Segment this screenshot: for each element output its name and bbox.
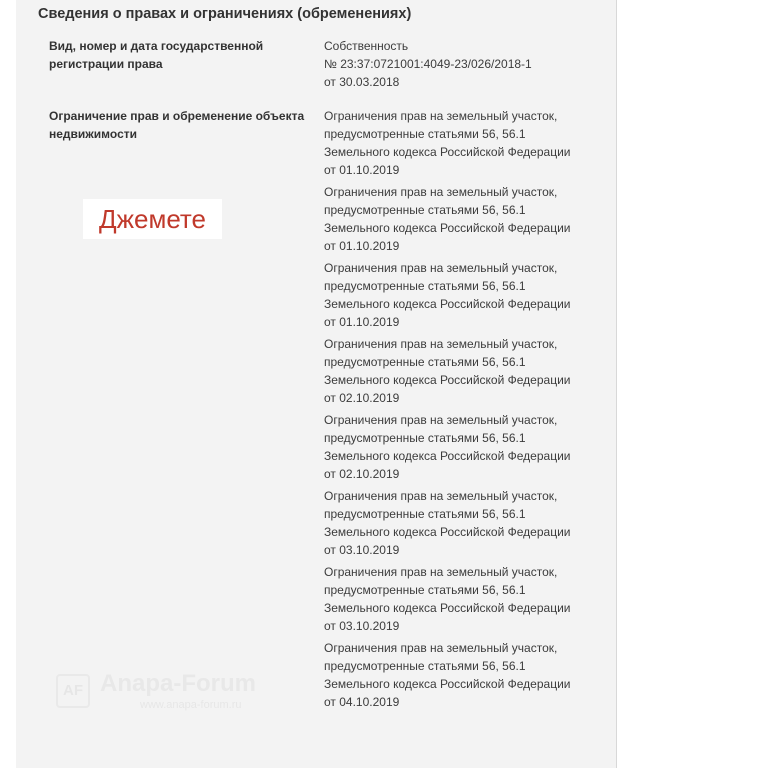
restriction-line: Земельного кодекса Российской Федерации [324, 297, 571, 312]
restriction-line: Ограничения прав на земельный участок, [324, 337, 558, 351]
rights-label-line: регистрации права [49, 57, 163, 71]
restriction-line: Ограничения прав на земельный участок, [324, 413, 558, 427]
rights-number: № 23:37:0721001:4049-23/026/2018-1 [324, 57, 532, 71]
restriction-item [324, 183, 570, 259]
restriction-line: Ограничения прав на земельный участок, [324, 641, 558, 655]
restriction-line: от 02.10.2019 [324, 467, 400, 482]
restriction-item [324, 487, 570, 563]
restrictions-label-line: Ограничение прав и обременение объекта [49, 109, 305, 123]
restriction-line: Земельного кодекса Российской Федерации [324, 601, 571, 616]
restriction-item [324, 107, 570, 183]
restriction-line: Ограничения прав на земельный участок, [324, 261, 558, 275]
restriction-line: Земельного кодекса Российской Федерации [324, 525, 571, 540]
restriction-line: предусмотренные статьями 56, 56.1 [324, 279, 526, 294]
restriction-line: Ограничения прав на земельный участок, [324, 109, 558, 123]
restriction-line: Земельного кодекса Российской Федерации [324, 677, 571, 692]
restriction-line: Земельного кодекса Российской Федерации [324, 221, 571, 236]
restriction-line: Земельного кодекса Российской Федерации [324, 145, 571, 160]
restriction-line: от 01.10.2019 [324, 239, 400, 254]
location-stamp: Джемете [83, 199, 222, 239]
watermark-logo-icon: AF [56, 674, 90, 708]
restriction-line: от 01.10.2019 [324, 163, 400, 178]
restriction-line: предусмотренные статьями 56, 56.1 [324, 431, 526, 446]
restrictions-label-line: недвижимости [49, 127, 137, 141]
restriction-line: от 01.10.2019 [324, 315, 400, 330]
restriction-line: предусмотренные статьями 56, 56.1 [324, 127, 526, 142]
rights-label [49, 37, 289, 73]
rights-label-line: Вид, номер и дата государственной [49, 39, 264, 53]
watermark-text: Anapa-Forum [100, 670, 256, 697]
restriction-line: от 04.10.2019 [324, 695, 400, 710]
restriction-line: Ограничения прав на земельный участок, [324, 489, 558, 503]
restrictions-list [324, 107, 570, 715]
restriction-item [324, 639, 570, 715]
watermark-url: www.anapa-forum.ru [140, 699, 242, 711]
watermark [56, 672, 286, 716]
restriction-line: Земельного кодекса Российской Федерации [324, 373, 571, 388]
rights-type: Собственность [324, 39, 409, 53]
restriction-line: предусмотренные статьями 56, 56.1 [324, 203, 526, 218]
restriction-line: Земельного кодекса Российской Федерации [324, 449, 571, 464]
restriction-item [324, 259, 570, 335]
restriction-line: предусмотренные статьями 56, 56.1 [324, 583, 526, 598]
section-title: Сведения о правах и ограничениях (обременениях) [38, 6, 412, 22]
restriction-item [324, 335, 570, 411]
restriction-line: от 02.10.2019 [324, 391, 400, 406]
restriction-item [324, 563, 570, 639]
restriction-item [324, 411, 570, 487]
restriction-line: Ограничения прав на земельный участок, [324, 185, 558, 199]
rights-value [324, 37, 532, 91]
restriction-line: предусмотренные статьями 56, 56.1 [324, 355, 526, 370]
restriction-line: предусмотренные статьями 56, 56.1 [324, 507, 526, 522]
rights-date: от 30.03.2018 [324, 75, 400, 89]
restriction-line: от 03.10.2019 [324, 543, 400, 558]
restriction-line: Ограничения прав на земельный участок, [324, 565, 558, 579]
restriction-line: предусмотренные статьями 56, 56.1 [324, 659, 526, 674]
restriction-line: от 03.10.2019 [324, 619, 400, 634]
restrictions-label [49, 107, 305, 143]
